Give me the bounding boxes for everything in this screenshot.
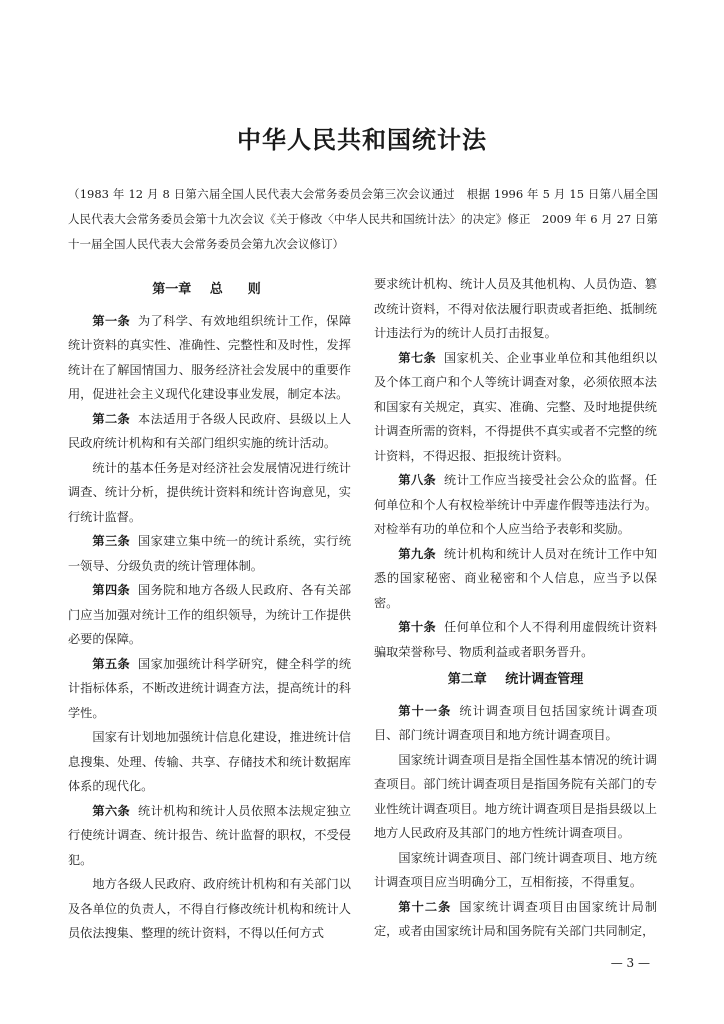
adoption-note: （1983 年 12 月 8 日第六届全国人民代表大会常务委员会第三次会议通过 根据 1996 年 5 月 15 日第八届全国人民代表大会常务委员会第十九次会议《关于修改〈中华人民共和国统计法〉的决定》修正 2009 年 6 月 27 日第十一届全国人民代表大会常务委员会第九次会议修订） (68, 187, 658, 251)
chapter-2-title: 统计调查管理 (505, 672, 584, 687)
article-4-text: 国务院和地方各级人民政府、各有关部门应当加强对统计工作的组织领导，为统计工作提供必要的保障。 (68, 583, 352, 646)
article-7-text: 国家机关、企业事业单位和其他组织以及个体工商户和个人等统计调查对象，必须依照本法和国家有关规定，真实、准确、完整、及时地提供统计调查所需的资料，不得提供不真实或者不完整的统计资料，不得迟报、拒报统计资料。 (374, 350, 658, 463)
article-11-paragraph-3: 国家统计调查项目、部门统计调查项目、地方统计调查项目应当明确分工，互相衔接，不得重复。 (374, 850, 657, 889)
article-2-label: 第二条 (92, 411, 131, 426)
left-column (68, 278, 351, 946)
article-6-label: 第六条 (92, 803, 131, 818)
article-6 (68, 799, 351, 873)
article-10-label: 第十条 (398, 620, 437, 634)
article-1 (68, 309, 351, 407)
chapter-2-heading (374, 668, 657, 693)
right-column (374, 272, 657, 944)
article-6-text: 统计机构和统计人员依照本法规定独立行使统计调查、统计报告、统计监督的职权，不受侵犯。 (68, 803, 352, 867)
article-4 (68, 578, 351, 652)
article-11-label: 第十一条 (398, 703, 452, 718)
chapter-2-label: 第二章 (447, 672, 487, 687)
chapter-1-title: 总 则 (209, 282, 267, 297)
article-12-label: 第十二条 (398, 899, 452, 914)
article-8 (374, 468, 657, 542)
article-2-text: 本法适用于各级人民政府、县级以上人民政府统计机构和有关部门组织实施的统计活动。 (68, 411, 352, 450)
article-8-text: 统计工作应当接受社会公众的监督。任何单位和个人有权检举统计中弄虚作假等违法行为。对检举有功的单位和个人应当给予表彰和奖励。 (374, 473, 658, 536)
article-1-text: 为了科学、有效地组织统计工作，保障统计资料的真实性、准确性、完整性和及时性，发挥统计在了解国情国力、服务经济社会发展中的重要作用，促进社会主义现代化建设事业发展，制定本法。 (68, 313, 352, 401)
article-3 (68, 529, 351, 578)
article-5-paragraph-2: 国家有计划地加强统计信息化建设，推进统计信息搜集、处理、传输、共享、存储技术和统计数据库体系的现代化。 (68, 730, 351, 793)
article-9-text: 统计机构和统计人员对在统计工作中知悉的国家秘密、商业秘密和个人信息，应当予以保密。 (374, 546, 658, 610)
article-6-paragraph-2: 地方各级人民政府、政府统计机构和有关部门以及各单位的负责人，不得自行修改统计机构和统计人员依法搜集、整理的统计资料，不得以任何方式 (68, 877, 351, 940)
article-9 (374, 542, 657, 616)
chapter-1-heading (68, 278, 351, 303)
article-12-text: 国家统计调查项目由国家统计局制定，或者由国家统计局和国务院有关部门共同制定， (374, 899, 658, 938)
article-11 (374, 699, 657, 748)
article-8-label: 第八条 (398, 473, 437, 487)
article-3-text: 国家建立集中统一的统计系统，实行统一领导、分级负责的统计管理体制。 (68, 534, 352, 573)
article-4-label: 第四条 (92, 583, 131, 597)
article-5-label: 第五条 (92, 656, 131, 671)
document-title: 中华人民共和国统计法 (237, 125, 487, 154)
article-11-paragraph-2: 国家统计调查项目是指全国性基本情况的统计调查项目。部门统计调查项目是指国务院有关部门的专业性统计调查项目。地方统计调查项目是指县级以上地方人民政府及其部门的地方性统计调查项目。 (374, 752, 657, 840)
article-5 (68, 652, 351, 726)
article-12 (374, 895, 657, 944)
article-6-continuation: 要求统计机构、统计人员及其他机构、人员伪造、篡改统计资料，不得对依法履行职责或者拒绝、抵制统计违法行为的统计人员打击报复。 (374, 277, 657, 340)
article-10 (374, 615, 657, 664)
article-11-text: 统计调查项目包括国家统计调查项目、部门统计调查项目和地方统计调查项目。 (374, 703, 658, 742)
article-1-label: 第一条 (92, 313, 131, 328)
article-5-text: 国家加强统计科学研究，健全科学的统计指标体系，不断改进统计调查方法，提高统计的科学性。 (68, 656, 352, 720)
chapter-1-label: 第一章 (152, 282, 192, 297)
article-2 (68, 407, 351, 456)
article-10-text: 任何单位和个人不得利用虚假统计资料骗取荣誉称号、物质利益或者职务晋升。 (374, 620, 658, 659)
article-7-label: 第七条 (398, 350, 437, 365)
article-2-paragraph-2: 统计的基本任务是对经济社会发展情况进行统计调查、统计分析，提供统计资料和统计咨询意见，实行统计监督。 (68, 460, 351, 524)
article-7 (374, 346, 657, 469)
article-3-label: 第三条 (92, 534, 131, 548)
page-number: — 3 — (610, 956, 650, 970)
article-9-label: 第九条 (398, 546, 437, 561)
